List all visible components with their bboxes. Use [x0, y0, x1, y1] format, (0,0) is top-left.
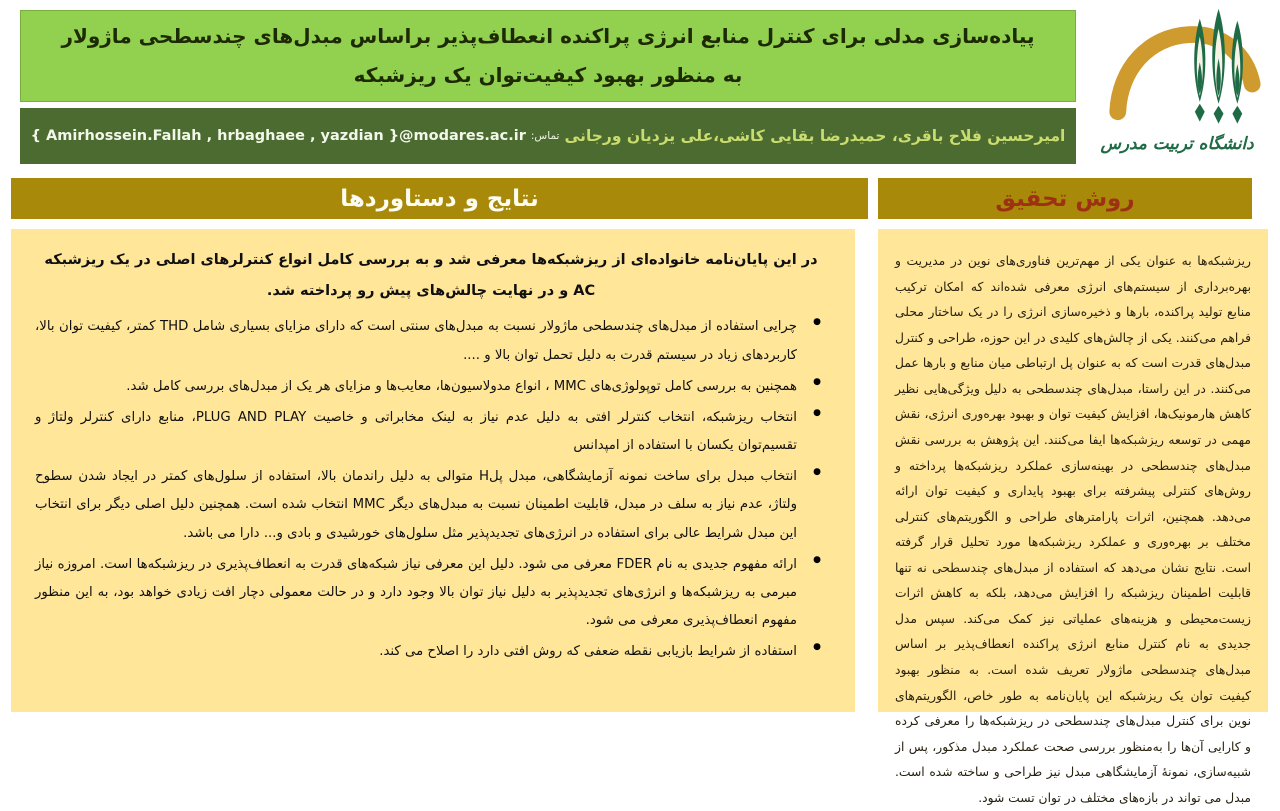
method-header-label: روش تحقیق: [995, 185, 1135, 212]
results-intro: در این پایان‌نامه خانواده‌ای از ریزشبکه‌ها معرفی شد و به بررسی کامل انواع کنترلرهای اصلی در یک ریزشبکه AC و در نهایت چالش‌های پیش رو پرداخته شد.: [44, 252, 818, 300]
results-bullet-list: [35, 313, 827, 666]
bullet-item: [35, 313, 811, 369]
contact-label: تماس:: [530, 130, 560, 142]
title-band: [20, 10, 1076, 102]
bullet-item: [35, 551, 811, 636]
bullet-text: ارائه مفهوم جدیدی به نام FDER معرفی می شود. دلیل این معرفی نیاز شبکه‌های قدرت به انعطاف‌پذیری در ریزشبکه‌ها است. امروزه نیاز مبرمی به ریزشبکه‌ها و انرژی‌های تجدیدپذیر به دلیل نیاز توان بالا وجود دارد و در حالت معمولی دچار افت زیادی خواهد بود، به این منظور مفهوم انعطاف‌پذیری معرفی می شود.: [35, 556, 797, 629]
bullet-text: انتخاب ریزشبکه، انتخاب کنترلر افتی به دلیل عدم نیاز به لینک مخابراتی و خاصیت PLUG AND PLAY، منابع دارای کنترلر ولتاژ و تقسیم‌توان یکسان با استفاده از امپدانس: [35, 409, 797, 454]
cypress-trees-icon: [1194, 9, 1243, 124]
bullet-text: انتخاب مبدل برای ساخت نمونه آزمایشگاهی، مبدل پلH متوالی به دلیل راندمان بالا، استفاده از سلول‌های کمتر در ایجاد شدن سطوح ولتاژ، عدم نیاز به سلف در مبدل، قابلیت اطمینان نسبت به مبدل‌های دیگر MMC انتخاب شده است. همچنین دلیل اصلی دیگر برای انتخاب این مبدل شرایط عالی برای استفاده در انرژی‌های تجدیدپذیر مثل سلول‌های خورشیدی و بادی و... دارا می باشد.: [35, 469, 797, 541]
bullet-item: [35, 638, 811, 666]
results-panel: [11, 229, 855, 712]
bullet-text: استفاده از شرایط بازیابی نقطه ضعفی که روش افتی دارد را اصلاح می کند.: [379, 644, 797, 660]
author-names: امیرحسین فلاح باقری، حمیدرضا بقایی کاشی،علی یزدیان ورجانی: [564, 127, 1066, 145]
logo-arch-shape: [1118, 34, 1252, 111]
university-logo-icon: [1098, 2, 1266, 172]
bullet-item: [35, 404, 811, 460]
method-panel: [878, 229, 1268, 805]
contact-email: { Amirhossein.Fallah , hrbaghaee , yazdian }@modares.ac.ir: [30, 128, 526, 144]
bullet-text: چرایی استفاده از مبدل‌های چندسطحی ماژولار نسبت به مبدل‌های سنتی است که دارای مزایای بسیاری شامل THD کمتر، کیفیت توان بالا، کاربردهای زیاد در سیستم قدرت به دلیل تحمل توان بالا و ....: [35, 319, 797, 363]
results-section-header: [11, 178, 868, 219]
method-section-header: [878, 178, 1252, 219]
university-name: دانشگاه تربیت مدرس: [1100, 133, 1254, 154]
bullet-item: [35, 373, 811, 401]
bullet-item: [35, 463, 811, 548]
results-header-label: نتایج و دستاوردها: [340, 185, 539, 212]
author-band: [20, 108, 1076, 164]
bullet-text: همچنین به بررسی کامل توپولوژی‌های MMC ، انواع مدولاسیون‌ها، معایب‌ها و مزایای هر یک از مبدل‌های بررسی کامل شد.: [126, 378, 797, 394]
method-paragraph: ریزشبکه‌ها به عنوان یکی از مهم‌ترین فناوری‌های نوین در مدیریت و بهره‌برداری از سیستم‌های انرژی معرفی شده‌اند که امکان ترکیب منابع تولید پراکنده، بارها و ذخیره‌سازی انرژی را در یک ساختار محلی فراهم می‌کنند. یکی از چالش‌های کلیدی در این حوزه، طراحی و کنترل مبدل‌های قدرت است که به عنوان پل ارتباطی میان منابع و بارها عمل می‌کنند. در این راستا، مبدل‌های چندسطحی به دلیل ویژگی‌هایی نظیر کاهش هارمونیک‌ها، افزایش کیفیت توان و بهبود بهره‌وری انرژی، نقش مهمی در توسعه ریزشبکه‌ها ایفا می‌کنند. این پژوهش به بررسی نقش مبدل‌های چندسطحی در بهینه‌سازی عملکرد ریزشبکه‌ها پرداخته و روش‌های کنترلی پیشرفته برای بهبود پایداری و کیفیت توان ارائه می‌دهد. همچنین، اثرات پارامترهای طراحی و الگوریتم‌های کنترلی مختلف بر بهره‌وری و عملکرد ریزشبکه‌ها مورد تحلیل قرار گرفته است. نتایج نشان می‌دهد که استفاده از مبدل‌های چندسطحی نه تنها قابلیت اطمینان ریزشبکه را افزایش می‌دهد، بلکه به کاهش اثرات زیست‌محیطی و هزینه‌های عملیاتی نیز کمک می‌کند. سپس مدل جدیدی به نام کنترل منابع انرژی پراکنده انعطاف‌پذیر بر اساس مبدل‌های چندسطحی ماژولار تعریف شده است. به منظور بهبود کیفیت توان یک ریزشبکه این پایان‌نامه به طور خاص، الگوریتم‌های نوین برای کنترل مبدل‌های چندسطحی در ریزشبکه‌ها را معرفی کرده و کارایی آن‌ها را به‌منظور بررسی صحت عملکرد مبدل مذکور، پس از شبیه‌سازی، نمونهٔ آزمایشگاهی مبدل نیز طراحی و ساخته شده است. مبدل می تواند در بازه‌های مختلف در توان تست شود.: [895, 254, 1251, 805]
university-logo: [1098, 2, 1266, 172]
poster-title: پیاده‌سازی مدلی برای کنترل منابع انرژی پراکنده انعطاف‌پذیر براساس مبدل‌های چندسطحی ماژولار به منظور بهبود کیفیت‌توان یک ریزشبکه: [61, 24, 1035, 87]
